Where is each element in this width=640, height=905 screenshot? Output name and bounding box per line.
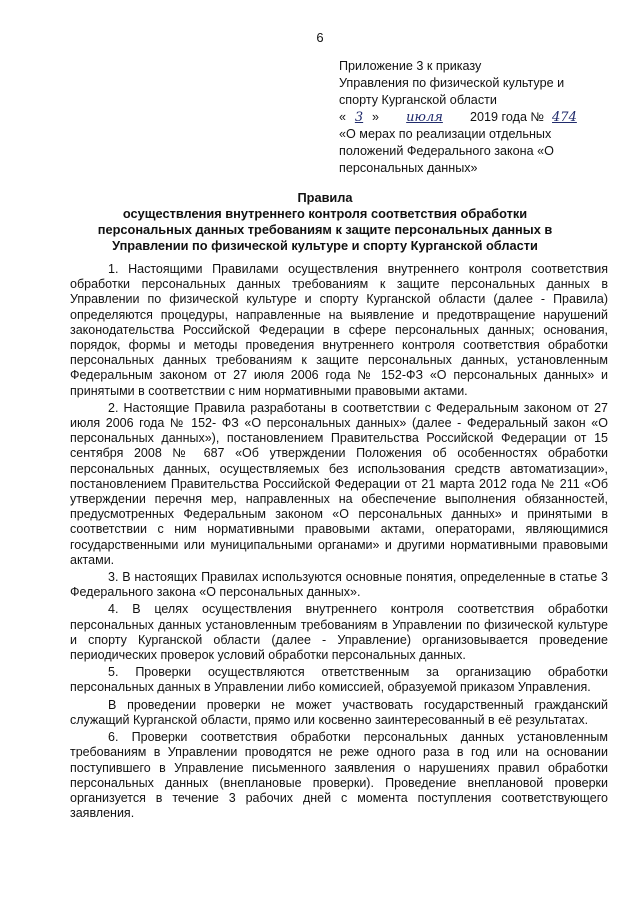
appendix-subject-line-1: «О мерах по реализации отдельных [339,127,552,141]
order-date-line [339,109,615,126]
paragraph-1: 1. Настоящими Правилами осуществления внутреннего контроля соответствия обработки персональных данных требованиям к защите персональных данных в Управлении по физической культуре и спорту Курганской области (далее - Правила) определяются процедуры, направленные на выявление и предотвращение нарушений законодательства Российской Федерации в сфере персональных данных; основания, порядок, формы и методы проведения внутреннего контроля соответствия обработки персональных данных требованиям к защите персональных данных, установленным Федеральным законом от 27 июля 2006 года № 152-ФЗ «О персональных данных» и принятыми в соответствии с ним нормативными правовыми актами. [70,262,608,398]
paragraph-6: 6. Проверки соответствия обработки персональных данных установленным требованиям в Управлении проводятся не реже одного раза в год или на основании поступившего в Управление письменного заявления о нарушениях правил обработки персональных данных (внеплановые проверки). Проведение внеплановой проверки организуется в течение 3 рабочих дней с момента поступления соответствующего заявления. [70,730,608,821]
page-number: 6 [316,30,324,45]
paragraph-5: 5. Проверки осуществляются ответственным за организацию обработки персональных данных в Управлении либо комиссией, образуемой приказом Управления. [70,665,608,695]
date-year-text: 2019 года № [470,110,544,124]
date-open-quote: « [339,110,347,124]
handwritten-month: июля [406,110,443,125]
paragraph-3: 3. В настоящих Правилах используются основные понятия, определенные в статье 3 Федерального закона «О персональных данных». [70,570,608,600]
document-title [70,190,580,254]
handwritten-day: 3 [354,110,364,125]
date-close-quote: » [372,110,380,124]
title-line-1: Правила [297,190,353,205]
appendix-header [339,58,615,177]
paragraph-4: 4. В целях осуществления внутреннего контроля соответствия обработки персональных данных установленным требованиям в Управлении по физической культуре и спорту Курганской области (далее - Управление) организовывается проведение периодических проверок условий обработки персональных данных. [70,602,608,663]
document-body [70,262,608,823]
paragraph-5-note: В проведении проверки не может участвовать государственный гражданский служащий Курганской области, прямо или косвенно заинтересованный в её результатах. [70,697,608,727]
appendix-line-1: Приложение 3 к приказу [339,59,482,73]
title-line-3: персональных данных требованиям к защите персональных данных в [97,222,553,237]
paragraph-2: 2. Настоящие Правила разработаны в соответствии с Федеральным законом от 27 июля 2006 года № 152- ФЗ «О персональных данных» (далее - Федеральный закон «О персональных данных»), постановлением Правительства Российской Федерации от 15 сентября 2008 № 687 «Об утверждении Положения об особенностях обработки персональных данных, осуществляемых без использования средств автоматизации», постановлением Правительства Российской Федерации от 21 марта 2012 года № 211 «Об утверждении перечня мер, направленных на обеспечение выполнения обязанностей, предусмотренных Федеральным законом «О персональных данных» и принятыми в соответствии с ним нормативными правовыми актами, операторами, являющимися государственными или муниципальными органами» и другими нормативными правовыми актами. [70,400,608,567]
appendix-line-3: спорту Курганской области [339,93,497,107]
appendix-subject-line-3: персональных данных» [339,161,478,175]
handwritten-order-number: 474 [552,110,577,125]
title-line-2: осуществления внутреннего контроля соответствия обработки [122,206,528,221]
appendix-subject-line-2: положений Федерального закона «О [339,144,554,158]
title-line-4: Управлении по физической культуре и спорту Курганской области [112,238,538,253]
appendix-line-2: Управления по физической культуре и [339,76,565,90]
